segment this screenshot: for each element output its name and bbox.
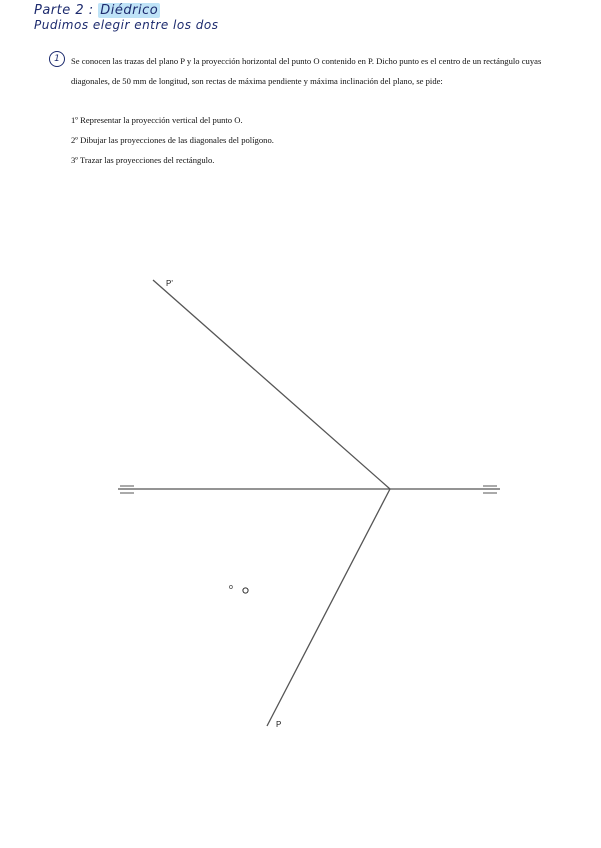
step-1: 1º Representar la proyección vertical del punto O. xyxy=(71,115,243,125)
label-vertical-trace: P' xyxy=(166,279,173,288)
point-o-horizontal xyxy=(243,588,248,593)
title-prefix: Parte 2 : xyxy=(34,3,99,18)
label-point-o: o xyxy=(229,584,233,591)
step-2: 2º Dibujar las proyecciones de las diagonales del polígono. xyxy=(71,135,274,145)
exercise-number-circle: 1 xyxy=(49,51,65,67)
exercise-statement: Se conocen las trazas del plano P y la proyección horizontal del punto O contenido en P. Dicho punto es el centro de un rectángulo cuyas diagonales, de 50 mm de longitud, son rectas de máxima pendiente y máxima inclinación del plano, se pide: xyxy=(71,56,542,86)
step-3: 3º Trazar las proyecciones del rectángulo. xyxy=(71,155,215,165)
vertical-trace-line xyxy=(153,280,390,489)
label-horizontal-trace: P xyxy=(276,720,282,729)
title-highlight: Diédrico xyxy=(100,3,159,18)
horizontal-trace-line xyxy=(267,489,390,726)
handwritten-subtitle: Pudimos elegir entre los dos xyxy=(34,18,219,32)
